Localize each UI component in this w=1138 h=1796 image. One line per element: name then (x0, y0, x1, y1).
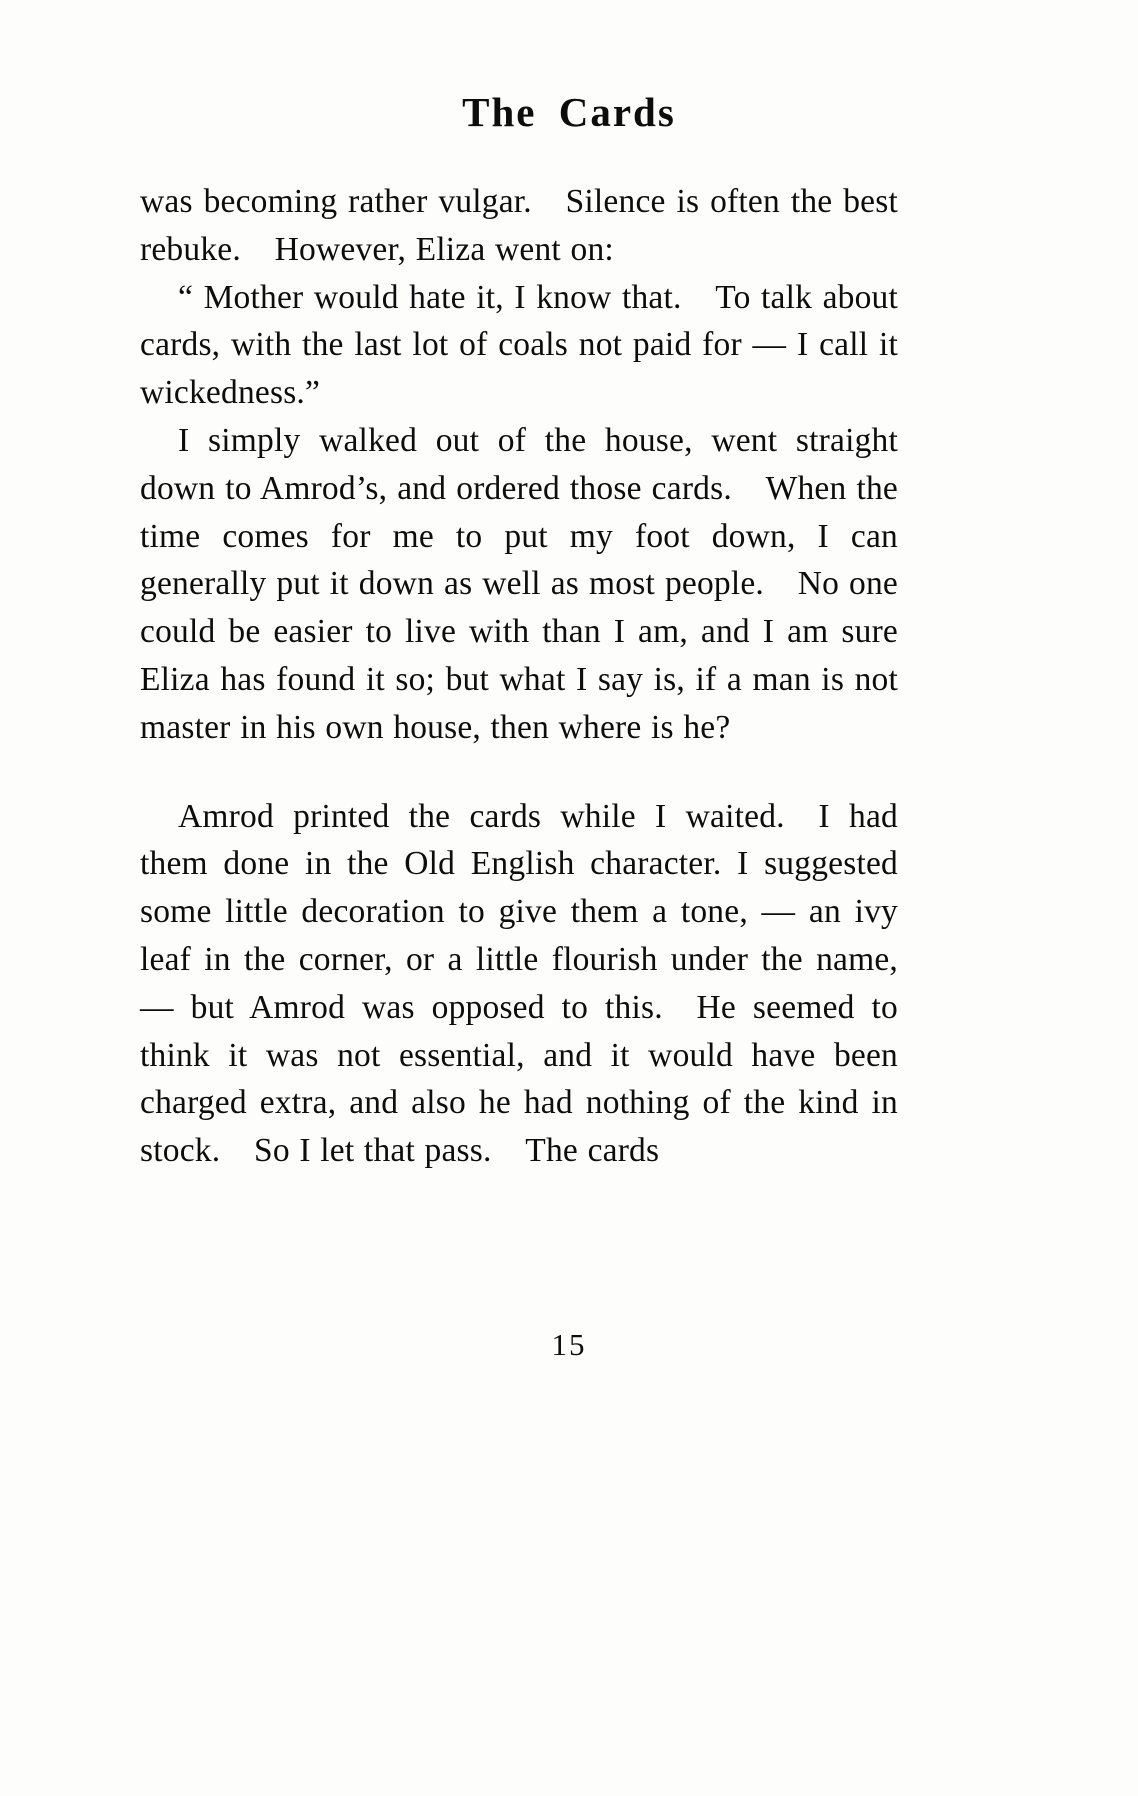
paragraph-carryover: was becoming rather vulgar. Silence is often the best rebuke. However, Eliza went on: (140, 183, 898, 268)
running-head-text: The Cards (462, 89, 676, 135)
paragraph-walked-out: I simply walked out of the house, went straight down to Amrod’s, and ordered those cards. When the time comes for me to put my foot down, I can generally put it down as well as most people. No one could be easier to live with than I am, and I am sure Eliza has found it so; but what I say is, if a man is not master in his own house, then where is he? (140, 421, 898, 746)
page-body (140, 178, 898, 1175)
paragraph-amrod-printed: Amrod printed the cards while I waited. I had them done in the Old English character. I suggested some little decoration to give them a tone, — an ivy leaf in the corner, or a little flourish under the name, — but Amrod was opposed to this. He seemed to think it was not essential, and it would have been charged extra, and also he had nothing of the kind in stock. So I let that pass. The cards (140, 797, 898, 1170)
page-number: 15 (551, 1327, 587, 1362)
paragraph-quote: “ Mother would hate it, I know that. To talk about cards, with the last lot of coals not paid for — I call it wickedness.” (140, 278, 898, 412)
paragraph-break-spacer (140, 752, 898, 793)
running-head (0, 88, 1138, 136)
